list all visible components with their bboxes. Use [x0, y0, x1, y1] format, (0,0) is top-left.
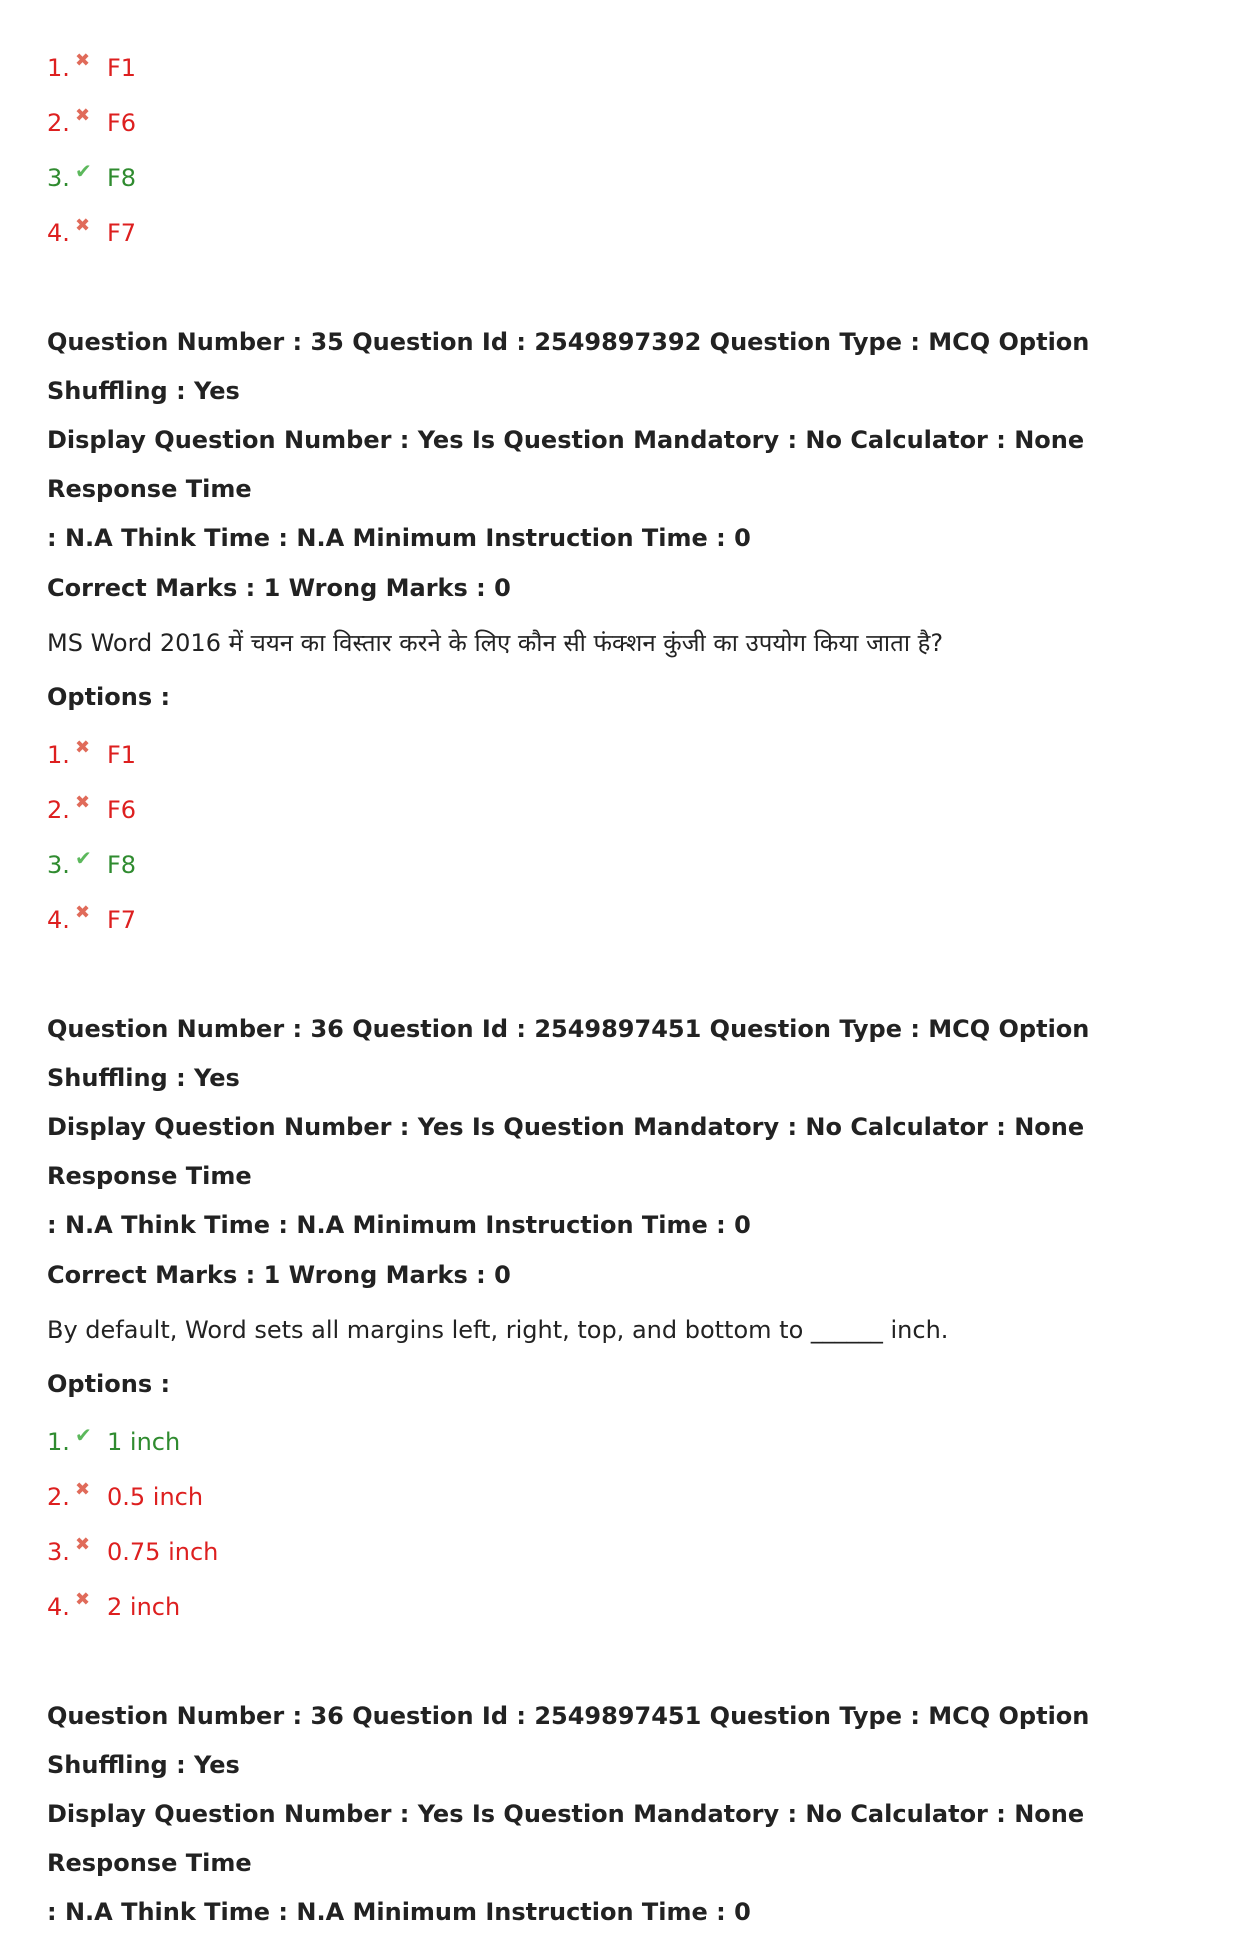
meta-line: Question Number : 36 Question Id : 2549897451 Question Type : MCQ Option Shuffling : Yes	[47, 1015, 1090, 1092]
option-text: F1	[107, 740, 137, 769]
option-item	[47, 1579, 1197, 1634]
question-meta	[47, 1005, 1207, 1250]
cross-icon: ✖	[75, 50, 91, 71]
question-block	[47, 318, 1197, 947]
cross-icon: ✖	[75, 105, 91, 126]
check-icon: ✔	[75, 845, 92, 870]
option-text: 0.75 inch	[107, 1537, 219, 1566]
question-text: By default, Word sets all margins left, right, top, and bottom to ______ inch.	[47, 1316, 949, 1344]
meta-line: Question Number : 36 Question Id : 2549897451 Question Type : MCQ Option Shuffling : Yes	[47, 1702, 1090, 1779]
option-number: 3.	[47, 1537, 70, 1566]
cross-icon: ✖	[75, 792, 91, 813]
option-number: 4.	[47, 905, 70, 934]
cross-icon: ✖	[75, 1534, 91, 1555]
meta-line: Display Question Number : Yes Is Question Mandatory : No Calculator : None Response Time	[47, 426, 1085, 503]
option-text: F6	[107, 108, 137, 137]
option-text: 1 inch	[107, 1427, 181, 1456]
option-text: 2 inch	[107, 1592, 181, 1621]
option-text: F6	[107, 795, 137, 824]
option-number: 3.	[47, 850, 70, 879]
option-number: 1.	[47, 53, 70, 82]
answer-key-page	[47, 40, 1197, 1937]
cross-icon: ✖	[75, 215, 91, 236]
meta-line: Display Question Number : Yes Is Question Mandatory : No Calculator : None Response Time	[47, 1800, 1085, 1877]
option-number: 4.	[47, 218, 70, 247]
option-item	[47, 1524, 1197, 1579]
meta-line: Question Number : 35 Question Id : 2549897392 Question Type : MCQ Option Shuffling : Yes	[47, 328, 1090, 405]
option-number: 1.	[47, 1427, 70, 1456]
meta-line: : N.A Think Time : N.A Minimum Instruction Time : 0	[47, 1898, 751, 1926]
cross-icon: ✖	[75, 1589, 91, 1610]
meta-line: : N.A Think Time : N.A Minimum Instruction Time : 0	[47, 1211, 751, 1239]
option-text: F8	[107, 850, 137, 879]
option-text: F8	[107, 163, 137, 192]
option-number: 3.	[47, 163, 70, 192]
option-number: 2.	[47, 1482, 70, 1511]
option-text: 0.5 inch	[107, 1482, 204, 1511]
question-block	[47, 1005, 1197, 1634]
question-meta	[47, 1692, 1207, 1937]
option-item	[47, 727, 1197, 782]
option-item	[47, 150, 1197, 205]
cross-icon: ✖	[75, 902, 91, 923]
question-text: MS Word 2016 में चयन का विस्तार करने के लिए कौन सी फंक्शन कुंजी का उपयोग किया जाता है?	[47, 629, 944, 657]
cross-icon: ✖	[75, 737, 91, 758]
options-label: Options :	[47, 1370, 171, 1398]
option-item	[47, 1469, 1197, 1524]
question-marks: Correct Marks : 1 Wrong Marks : 0	[47, 574, 511, 602]
option-item	[47, 892, 1197, 947]
meta-line: : N.A Think Time : N.A Minimum Instruction Time : 0	[47, 524, 751, 552]
question-block	[47, 1692, 1197, 1937]
option-text: F7	[107, 905, 137, 934]
options-list	[47, 1414, 1197, 1634]
option-item	[47, 205, 1197, 260]
option-item	[47, 837, 1197, 892]
options-label: Options :	[47, 683, 171, 711]
options-list	[47, 727, 1197, 947]
option-number: 2.	[47, 108, 70, 137]
option-text: F1	[107, 53, 137, 82]
option-number: 4.	[47, 1592, 70, 1621]
check-icon: ✔	[75, 158, 92, 183]
options-list	[47, 40, 1197, 260]
option-item	[47, 1414, 1197, 1469]
cross-icon: ✖	[75, 1479, 91, 1500]
option-item	[47, 782, 1197, 837]
option-item	[47, 95, 1197, 150]
option-number: 1.	[47, 740, 70, 769]
meta-line: Display Question Number : Yes Is Question Mandatory : No Calculator : None Response Time	[47, 1113, 1085, 1190]
option-item	[47, 40, 1197, 95]
option-text: F7	[107, 218, 137, 247]
check-icon: ✔	[75, 1422, 92, 1447]
question-meta	[47, 318, 1207, 563]
question-marks: Correct Marks : 1 Wrong Marks : 0	[47, 1261, 511, 1289]
option-number: 2.	[47, 795, 70, 824]
